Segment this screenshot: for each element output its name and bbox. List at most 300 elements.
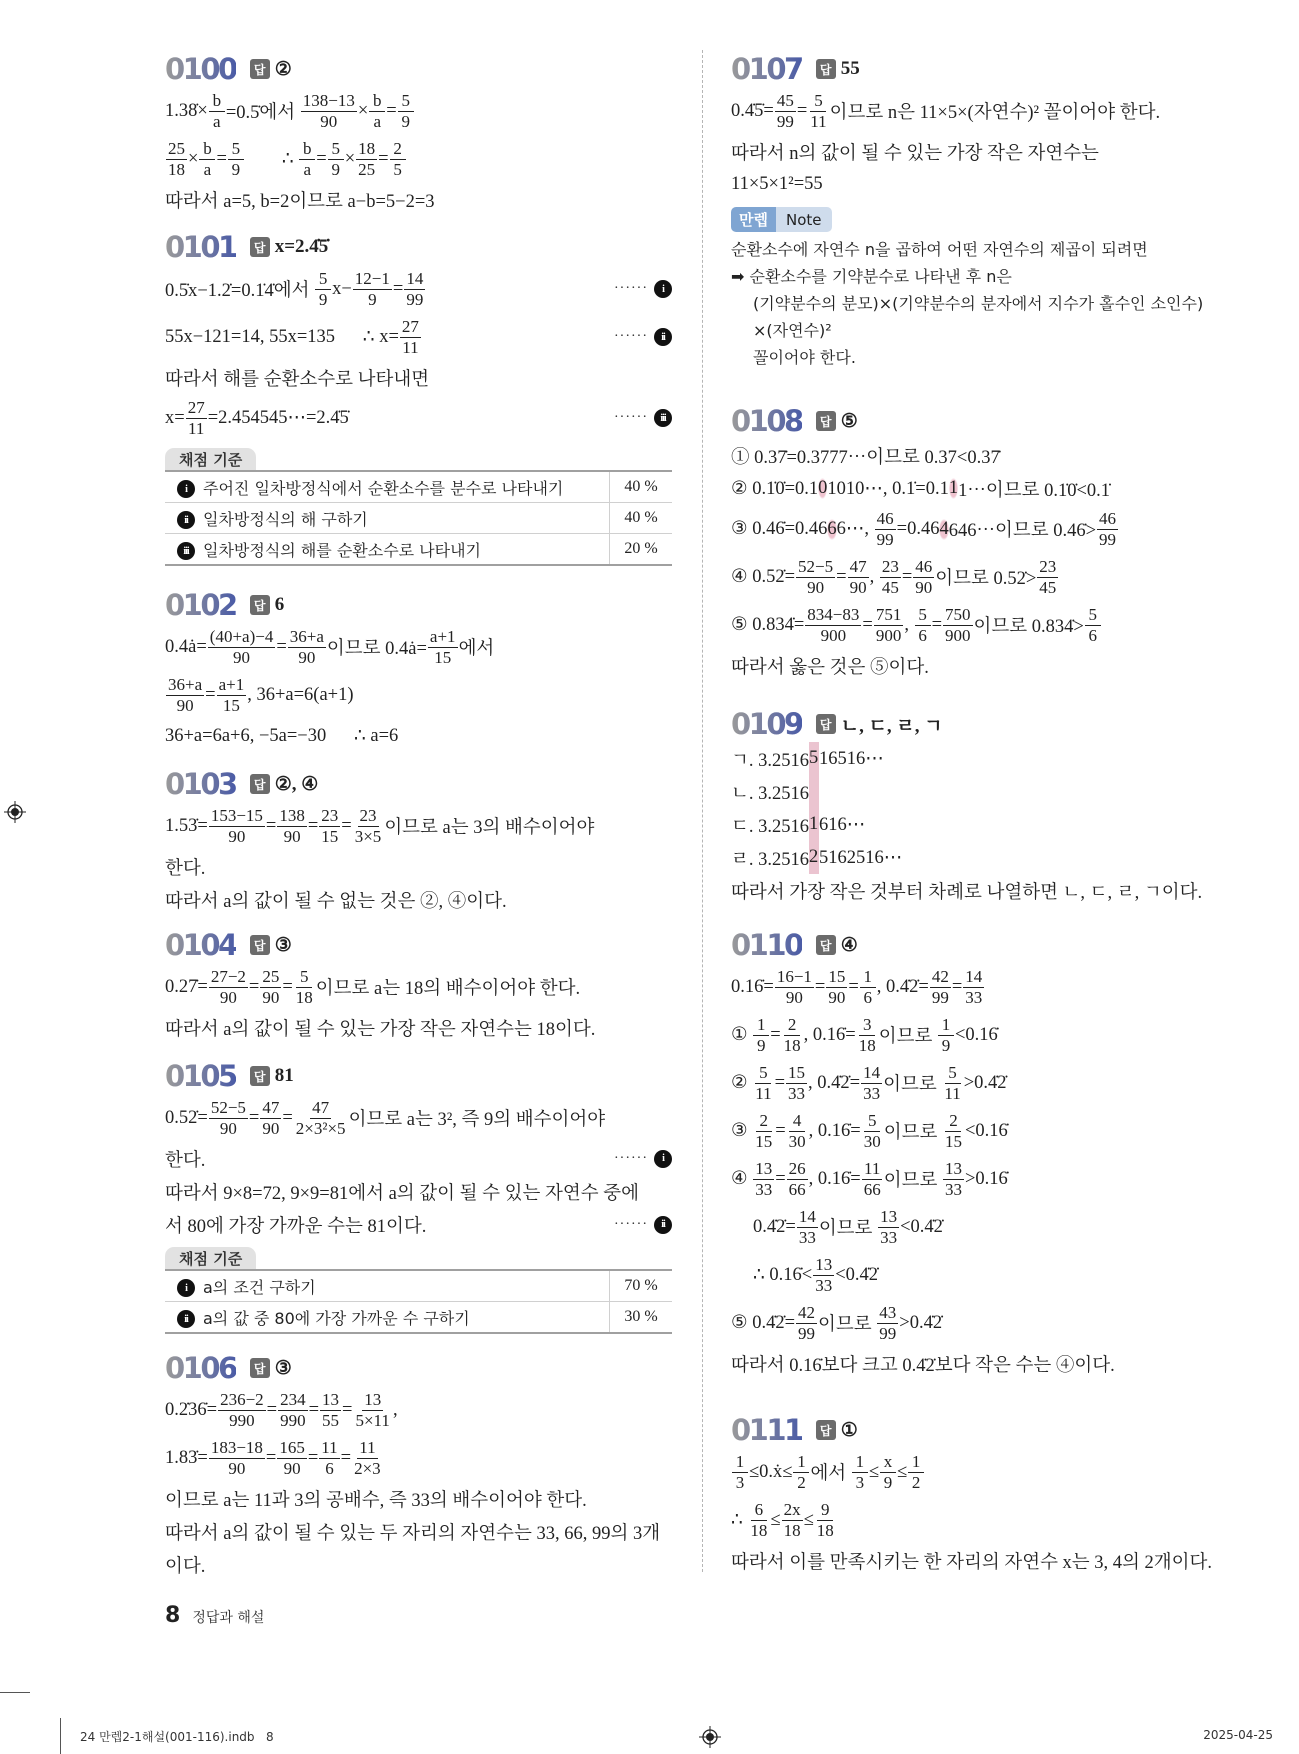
denominator: 66 — [863, 1179, 881, 1199]
denominator: 90 — [849, 577, 867, 597]
math-text: 따라서 a의 값이 될 수 있는 두 자리의 자연수는 33, 66, 99의 3개 — [165, 1523, 661, 1544]
math-text: = — [770, 1024, 781, 1045]
numerator: 1 — [860, 967, 876, 987]
math-text: ㄷ. 3.2516 — [731, 816, 809, 837]
solution-line — [731, 87, 1211, 135]
math-text: 이므로 a는 18의 배수이어야 한다. — [315, 979, 581, 999]
fraction — [860, 967, 876, 1006]
numerator: 5 — [864, 1111, 880, 1131]
problem-number: 0111 — [731, 1413, 802, 1447]
math-text: ② — [731, 1073, 753, 1093]
problem-header — [165, 51, 672, 87]
solution-line — [731, 439, 1211, 472]
denominator: 18 — [783, 1035, 801, 1055]
denominator: 6 — [863, 987, 873, 1007]
denominator: 990 — [229, 1410, 255, 1430]
scoring-table — [165, 1269, 672, 1334]
numerator: 15 — [828, 967, 846, 987]
numerator: a+1 — [429, 627, 456, 647]
problem-number: 0105 — [165, 1059, 236, 1093]
fraction — [260, 1098, 281, 1137]
math-text: 11×5×1²=55 — [731, 174, 823, 194]
fraction — [877, 1303, 898, 1342]
solution-line — [731, 1059, 1211, 1107]
numerator: 45 — [776, 91, 794, 111]
answer-badge: 답 — [816, 714, 836, 734]
math-text: x− — [332, 278, 352, 299]
leader-dots: ······ — [614, 329, 648, 344]
numerator: 1 — [753, 1015, 769, 1035]
note-line: ➡ 순환소수를 기약분수로 나타낸 후 n은 — [731, 267, 1012, 286]
numerator: 46 — [876, 509, 894, 529]
print-slug-date: 2025-04-25 — [1203, 1728, 1273, 1742]
fraction — [748, 1500, 769, 1539]
fraction — [390, 139, 406, 178]
scoring-criteria-title: 채점 기준 — [165, 448, 256, 470]
numerator: a+1 — [218, 675, 245, 695]
problem-0111 — [731, 1412, 1211, 1577]
numerator: 16−1 — [776, 967, 812, 987]
denominator: 90 — [228, 826, 246, 846]
criterion-text: a의 값 중 80에 가장 가까운 수 구하기 — [203, 1308, 470, 1328]
math-text: 이므로 a는 3의 배수이어야 — [384, 818, 595, 838]
numerator: 14 — [406, 269, 424, 289]
math-text: ㄴ. 3.2516 — [731, 783, 809, 804]
denominator: 33 — [755, 1179, 773, 1199]
answer-badge: 답 — [250, 59, 270, 79]
numerator: 18 — [358, 139, 376, 159]
fraction — [320, 1390, 341, 1429]
solution-line — [165, 1434, 672, 1482]
math-text: 한다. — [165, 858, 206, 879]
answer-badge: 답 — [816, 411, 836, 431]
fraction — [796, 1303, 817, 1342]
fraction — [319, 1438, 339, 1477]
math-text: 0.52̇= — [165, 1107, 208, 1128]
solution-line — [731, 808, 1211, 841]
note-line: 순환소수에 자연수 n을 곱하여 어떤 자연수의 제곱이 되려면 — [731, 240, 1148, 259]
fraction — [753, 1015, 769, 1054]
math-text: , — [869, 566, 879, 587]
denominator: 18 — [295, 987, 313, 1007]
trim-mark — [0, 1692, 30, 1693]
problem-0108 — [731, 403, 1211, 682]
numerator: 2 — [945, 1111, 961, 1131]
denominator: 90 — [262, 987, 280, 1007]
fraction — [356, 139, 377, 178]
numerator: 27 — [401, 317, 419, 337]
numerator: 183−18 — [210, 1438, 263, 1458]
note-line: (기약분수의 분모)×(기약분수의 분자에서 지수가 홀수인 소인수) — [753, 294, 1204, 313]
denominator: 15 — [755, 1131, 773, 1151]
denominator: 6 — [1088, 625, 1098, 645]
math-text: ⑤ 0.834̇= — [731, 615, 805, 635]
numerator: 5 — [810, 91, 826, 111]
math-text: ③ — [731, 1121, 753, 1141]
solution-line — [731, 841, 1211, 874]
denominator: 45 — [881, 577, 899, 597]
math-text: 0.4̇2̇= — [753, 1216, 796, 1237]
math-text: 이므로 n은 11×5×(자연수)² 꼴이어야 한다. — [829, 103, 1161, 123]
denominator: 33 — [880, 1227, 898, 1247]
fraction — [787, 1111, 808, 1150]
step-marker-i: i — [177, 480, 195, 498]
highlighted-digit: 1 — [948, 478, 959, 498]
fraction — [878, 1207, 899, 1246]
numerator: 47 — [312, 1098, 330, 1118]
denominator: a — [303, 159, 312, 179]
problem-number: 0104 — [165, 928, 236, 962]
denominator: a — [203, 159, 212, 179]
problem-0106 — [165, 1350, 672, 1581]
numerator: 52−5 — [210, 1098, 246, 1118]
math-text: = — [862, 614, 873, 635]
answer-value: ④ — [840, 934, 858, 956]
denominator: 9 — [331, 159, 340, 179]
math-text: 1.38̇× — [165, 100, 208, 121]
numerator: 165 — [279, 1438, 305, 1458]
denominator: 3 — [735, 1472, 745, 1492]
math-text: = — [307, 815, 319, 836]
fraction — [797, 1207, 818, 1246]
math-text: ≤0.ẋ≤ — [749, 1461, 793, 1482]
answer-value: ② — [274, 58, 292, 80]
math-text: = — [248, 1107, 260, 1128]
scoring-table — [165, 470, 672, 566]
numerator: 12−1 — [354, 269, 390, 289]
math-text: 따라서 a의 값이 될 수 없는 것은 ②, ④이다. — [165, 891, 507, 912]
numerator: 23 — [321, 806, 339, 826]
fraction — [880, 1452, 896, 1491]
step-marker-ii: ii — [177, 1310, 195, 1328]
solution-line — [165, 719, 672, 752]
problem-number: 0107 — [731, 52, 802, 86]
denominator: 99 — [776, 111, 794, 131]
math-text: 따라서 0.16̇보다 크고 0.4̇2̇보다 작은 수는 ④이다. — [731, 1355, 1115, 1376]
fraction — [260, 967, 281, 1006]
numerator: (40+a)−4 — [209, 627, 274, 647]
fraction — [915, 605, 931, 644]
denominator: 9 — [941, 1035, 951, 1055]
problem-0105 — [165, 1058, 672, 1334]
scoring-row — [165, 1270, 672, 1302]
math-text: 이므로 a는 11과 3의 공배수, 즉 33의 배수이어야 한다. — [165, 1490, 587, 1511]
numerator: 46 — [915, 557, 933, 577]
fraction — [209, 806, 265, 845]
solution-line — [731, 601, 1211, 649]
math-text: = — [848, 976, 859, 997]
denominator: 5×11 — [355, 1410, 390, 1430]
math-text: = — [774, 1072, 786, 1093]
denominator: 90 — [915, 577, 933, 597]
math-text: x= — [165, 407, 185, 428]
math-text: = — [392, 278, 404, 299]
fraction — [217, 675, 247, 714]
denominator: 33 — [863, 1083, 881, 1103]
fraction — [301, 91, 357, 130]
problem-header — [165, 229, 672, 265]
criterion-percent: 30 % — [610, 1302, 673, 1334]
math-text: , 36+a=6(a+1) — [247, 684, 354, 705]
denominator: 11 — [944, 1083, 961, 1103]
denominator: 90 — [262, 1118, 280, 1138]
highlighted-column-digit: 1 — [809, 808, 819, 841]
problem-header — [165, 1350, 672, 1386]
page-footer — [165, 1603, 264, 1628]
math-text: = — [307, 1447, 319, 1468]
fraction — [209, 1098, 248, 1137]
math-text: 0.4ȧ= — [165, 636, 207, 657]
math-text: = — [775, 1120, 786, 1141]
numerator: 236−2 — [220, 1390, 264, 1410]
numerator: 153−15 — [210, 806, 263, 826]
math-text: = — [316, 148, 327, 169]
denominator: 11 — [188, 418, 205, 438]
numerator: x — [880, 1452, 896, 1472]
math-text: 이므로 a는 3², 즉 9의 배수이어야 — [348, 1110, 606, 1130]
solution-line — [731, 1155, 1211, 1203]
numerator: 6 — [751, 1500, 767, 1520]
math-text: 따라서 이를 만족시키는 한 자리의 자연수 x는 3, 4의 2개이다. — [731, 1552, 1213, 1573]
numerator: 52−5 — [798, 557, 834, 577]
math-text: = — [951, 976, 963, 997]
highlighted-digit: 0 — [818, 478, 828, 498]
fraction — [813, 1255, 834, 1294]
numerator: 234 — [280, 1390, 306, 1410]
scoring-criteria — [165, 1247, 672, 1334]
solution-line — [165, 623, 672, 671]
denominator: 90 — [283, 826, 301, 846]
denominator: 2 — [911, 1472, 921, 1492]
math-text: = — [901, 566, 913, 587]
math-text: >0.4̇2̇ — [899, 1312, 943, 1333]
math-text: ∴ 0.16̇< — [753, 1265, 813, 1285]
numerator: 13 — [944, 1159, 962, 1179]
numerator: 36+a — [168, 675, 203, 695]
math-text: = — [216, 148, 227, 169]
numerator: 5 — [228, 139, 244, 159]
solution-line — [731, 135, 1211, 168]
criterion-text: 일차방정식의 해를 순환소수로 나타내기 — [203, 540, 482, 560]
fraction — [908, 1452, 924, 1491]
fraction — [875, 509, 896, 548]
step-marker-ii: ii — [654, 328, 672, 346]
fraction — [943, 605, 973, 644]
math-text: , — [904, 614, 914, 635]
math-text: >0.4̇2̇ — [963, 1072, 1007, 1093]
denominator: 90 — [233, 647, 251, 667]
fraction — [208, 627, 276, 666]
math-text: × — [188, 148, 199, 169]
criterion — [165, 471, 610, 503]
fraction — [938, 1015, 954, 1054]
math-text: 이므로 — [878, 1027, 937, 1047]
numerator: 138 — [279, 806, 305, 826]
scoring-row — [165, 534, 672, 566]
denominator: 99 — [1099, 529, 1117, 549]
numerator: 751 — [875, 605, 902, 625]
numerator: 1 — [732, 1452, 748, 1472]
denominator: 45 — [1039, 577, 1057, 597]
math-text: ② 0.1̇0̇=0.1 — [731, 478, 819, 499]
math-text: =0.5̇에서 — [225, 103, 300, 123]
problem-header — [165, 766, 672, 802]
fraction — [880, 557, 901, 596]
denominator: 99 — [931, 987, 949, 1007]
registration-mark-icon — [699, 1726, 721, 1748]
solution-line — [165, 313, 672, 361]
scoring-criteria-title: 채점 기준 — [165, 1247, 256, 1269]
denominator: 9 — [231, 159, 241, 179]
answer-badge: 답 — [250, 1358, 270, 1378]
numerator: 42 — [798, 1303, 816, 1323]
fraction — [166, 675, 204, 714]
solution-line — [731, 775, 1211, 808]
fraction — [943, 1159, 964, 1198]
math-text: ∴ — [244, 149, 299, 169]
problem-0101 — [165, 229, 672, 566]
answer-badge: 답 — [250, 595, 270, 615]
fraction — [353, 806, 384, 845]
denominator: 900 — [945, 625, 971, 645]
math-text: ㄹ. 3.2516 — [731, 849, 809, 870]
fraction — [277, 1438, 307, 1477]
numerator: 1 — [852, 1452, 868, 1472]
math-text: = — [931, 614, 942, 635]
problem-number: 0110 — [731, 928, 802, 962]
numerator: 5 — [755, 1063, 771, 1083]
answer-value: ②, ④ — [274, 773, 319, 795]
solution-line — [731, 963, 1211, 1011]
denominator: 18 — [783, 1520, 801, 1540]
numerator: 2x — [783, 1500, 801, 1520]
solution-line — [165, 183, 672, 216]
math-text: ④ 0.52̇= — [731, 567, 796, 587]
denominator: 900 — [875, 625, 902, 645]
math-text: = — [340, 1447, 352, 1468]
solution-line — [165, 1094, 672, 1142]
math-text: ≤ — [770, 1509, 781, 1530]
math-text: 0.5̇x−1.2̇=0.1̇4̇에서 — [165, 281, 315, 301]
math-text: = — [796, 100, 808, 121]
numerator: 5 — [296, 967, 312, 987]
solution-line — [731, 1203, 1211, 1251]
denominator: 90 — [828, 987, 846, 1007]
fraction — [753, 1063, 773, 1102]
problem-number: 0101 — [165, 230, 236, 264]
math-text: 따라서 a의 값이 될 수 있는 가장 작은 자연수는 18이다. — [165, 1019, 596, 1040]
math-text: <0.16̇ — [954, 1024, 998, 1045]
problem-0109 — [731, 706, 1211, 907]
denominator: 15 — [434, 647, 452, 667]
problem-header — [165, 1058, 672, 1094]
math-text: =0.46 — [896, 518, 940, 539]
numerator: 14 — [863, 1063, 881, 1083]
math-text: 0.27̇= — [165, 976, 208, 997]
denominator: 15 — [222, 695, 240, 715]
answer-badge: 답 — [816, 1420, 836, 1440]
numerator: 13 — [322, 1390, 340, 1410]
numerator: 13 — [880, 1207, 898, 1227]
registration-mark-icon — [4, 801, 26, 823]
math-text: 따라서 가장 작은 것부터 차례로 나열하면 ㄴ, ㄷ, ㄹ, ㄱ이다. — [731, 882, 1203, 903]
math-text: = — [282, 1107, 293, 1128]
denominator: 90 — [807, 577, 825, 597]
fraction — [288, 627, 326, 666]
numerator: 23 — [359, 806, 377, 826]
criterion — [165, 503, 610, 534]
numerator: 4 — [789, 1111, 805, 1131]
denominator: 15 — [321, 826, 339, 846]
solution-line — [165, 963, 672, 1011]
denominator: a — [213, 111, 221, 131]
math-text: 이므로 — [818, 1315, 877, 1335]
problem-header — [731, 1412, 1211, 1448]
denominator: 900 — [820, 625, 847, 645]
math-text: 5162516⋯ — [819, 847, 903, 868]
problem-0102 — [165, 587, 672, 752]
denominator: 90 — [176, 695, 194, 715]
numerator: b — [299, 139, 315, 159]
solution-line — [731, 1107, 1211, 1155]
problem-0100 — [165, 51, 672, 216]
numerator: 25 — [168, 139, 185, 159]
math-text: = — [282, 976, 293, 997]
math-text: 이므로 — [883, 1075, 942, 1095]
solution-line — [165, 394, 672, 442]
fraction — [942, 1063, 962, 1102]
numerator: 5 — [945, 1063, 961, 1083]
criterion-percent: 70 % — [610, 1270, 673, 1302]
numerator: 2 — [784, 1015, 800, 1035]
math-text: 이므로 — [883, 1123, 942, 1143]
solution-line — [731, 1299, 1211, 1347]
fraction — [278, 1390, 308, 1429]
math-text: 이므로 0.4ȧ= — [326, 639, 427, 659]
solution-line — [731, 168, 1211, 201]
fraction — [328, 139, 344, 178]
fraction — [228, 139, 244, 178]
problem-header — [731, 927, 1211, 963]
denominator: 18 — [816, 1520, 834, 1540]
denominator: 66 — [788, 1179, 806, 1199]
math-text: = — [836, 566, 847, 587]
math-text: ㄱ. 3.2516 — [731, 750, 809, 771]
problem-header — [165, 587, 672, 623]
numerator: 47 — [262, 1098, 280, 1118]
denominator: 99 — [876, 529, 894, 549]
math-text: 1⋯이므로 0.1̇0̇<0.1̇ — [958, 480, 1111, 501]
scoring-row — [165, 1302, 672, 1334]
math-text: ① — [731, 1025, 753, 1045]
math-text: × — [357, 100, 369, 121]
fraction — [805, 605, 861, 644]
criterion-text: 일차방정식의 해 구하기 — [203, 509, 368, 529]
math-text: 한다. — [165, 1150, 206, 1171]
math-text: 616⋯ — [819, 814, 866, 835]
math-text: 이므로 0.834̇> — [973, 617, 1084, 637]
answer-value: ⑤ — [840, 410, 858, 432]
denominator: 2×3²×5 — [295, 1118, 346, 1138]
denominator: 3 — [855, 1472, 865, 1492]
denominator: 99 — [879, 1323, 897, 1343]
note-badge-label: Note — [776, 207, 832, 232]
math-text: , — [392, 1399, 398, 1420]
answer-badge: 답 — [250, 935, 270, 955]
step-marker-ii: ii — [654, 1216, 672, 1234]
scoring-criteria — [165, 448, 672, 566]
numerator: 834−83 — [807, 605, 860, 625]
